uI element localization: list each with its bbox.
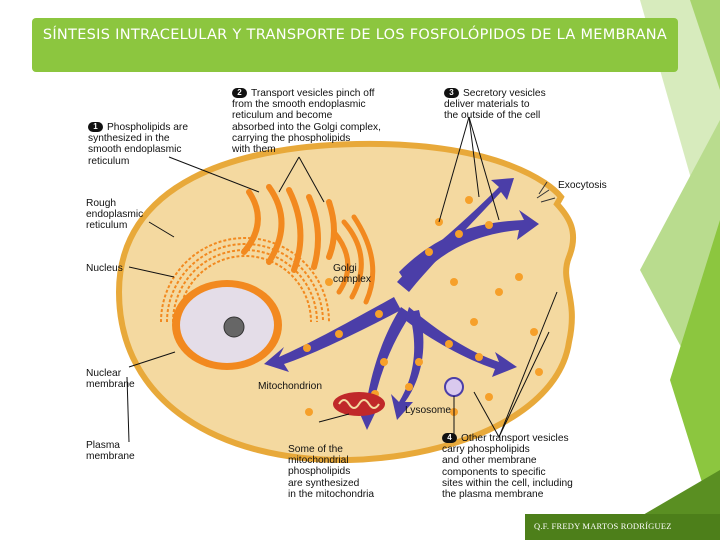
lysosome-label: Lysosome [405,405,452,416]
nucleus-label: Nucleus [86,263,123,274]
lysosome-shape [445,378,463,396]
mito-synthesis-label: Some of the mitochondrial phospholipids are synthesized in the mitochondria [288,444,375,500]
nucleolus [224,317,244,337]
step-3-text: Secretory vesicles deliver materials to the outside of the cell [444,88,546,122]
slide-title: SÍNTESIS INTRACELULAR Y TRANSPORTE DE LOS FOSFOLÓPIDOS DE LA MEMBRANA [42,27,668,43]
step-1-text: Phospholipids are synthesized in the smooth endoplasmic reticulum [88,122,188,167]
step-4-text: Other transport vesicles carry phospholipids and other membrane components to specific sites within the cell, including the plasma membrane [442,433,573,501]
footer-author: Q.F. FREDY MARTOS RODRÍGUEZ [534,521,672,531]
mitochondrion-label: Mitochondrion [258,381,322,392]
mitochondrion-shape [333,392,385,416]
step-3-label [444,88,546,122]
plasma-membrane-label: Plasma membrane [86,440,135,463]
step-2-label [232,88,381,155]
step-3-badge: 3 [444,88,459,98]
step-1-label [88,122,188,167]
exocytosis-label: Exocytosis [558,180,607,191]
rough-er-label: Rough endoplasmic reticulum [86,198,144,232]
step-2-badge: 2 [232,88,247,98]
nuclear-membrane-label: Nuclear membrane [86,368,135,391]
step-2-text: Transport vesicles pinch off from the smooth endoplasmic reticulum and become absorbed into the Golgi complex, carrying the phospholipids with them [232,88,381,156]
step-1-badge: 1 [88,122,103,132]
golgi-label: Golgi complex [333,263,371,286]
step-4-badge: 4 [442,433,457,443]
title-bar [32,18,678,72]
step-4-label [442,433,573,500]
